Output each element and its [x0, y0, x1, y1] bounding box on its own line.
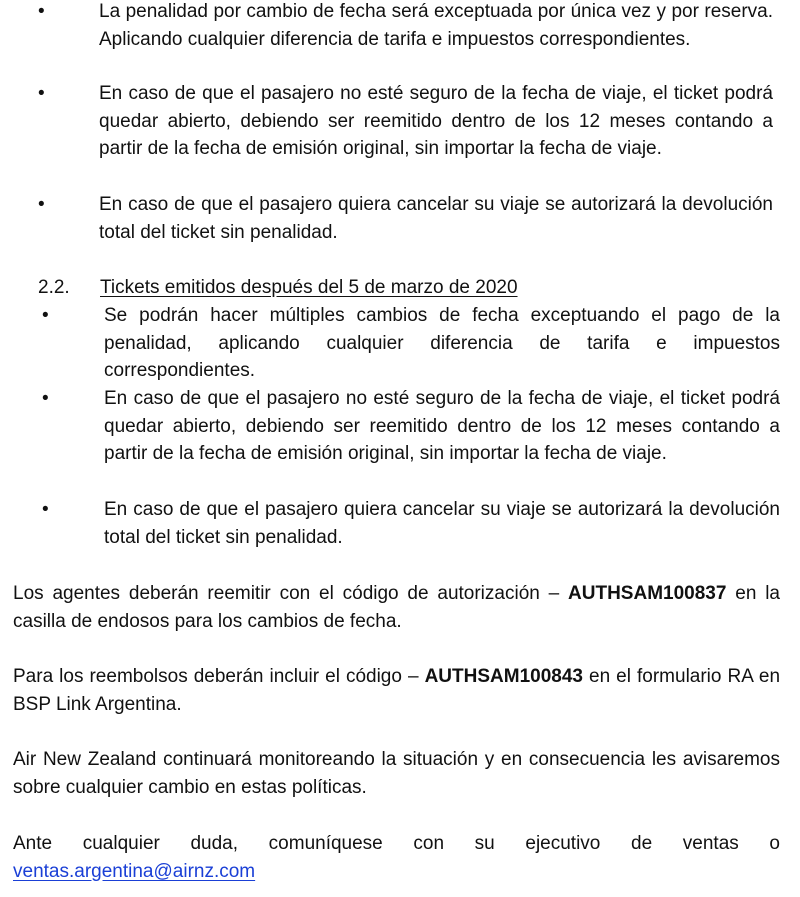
bullet-text: En caso de que el pasajero no esté seguro de la fecha de viaje, el ticket podrá quedar abierto, debiendo ser reemitido dentro de los 12 meses contando a partir de la fecha de emisión original, sin importar la fecha de viaje.	[99, 83, 773, 160]
contact-text: Ante cualquier duda, comuníquese con su ejecutivo de ventas o	[13, 833, 780, 854]
refunds-text-after: en el formulario RA en BSP Link Argentina.	[13, 666, 781, 715]
agents-text-after: en la casilla de endosos para los cambios de fecha.	[13, 583, 780, 632]
bullet-text: En caso de que el pasajero no esté seguro de la fecha de viaje, el ticket podrá quedar abierto, debiendo ser reemitido dentro de los 12 meses contando a partir de la fecha de emisión original, sin importar la fecha de viaje.	[104, 388, 780, 465]
section-heading	[38, 274, 778, 302]
bullet-icon: •	[38, 1, 45, 22]
bullet-icon: •	[42, 499, 49, 520]
refunds-paragraph	[13, 663, 780, 718]
contact-paragraph	[13, 830, 780, 885]
section-title: Tickets emitidos después del 5 de marzo de 2020	[100, 277, 518, 298]
agents-paragraph	[13, 580, 780, 635]
refund-code: AUTHSAM100843	[424, 666, 583, 687]
bullet-icon: •	[42, 305, 49, 326]
bullet-text: Se podrán hacer múltiples cambios de fecha exceptuando el pago de la penalidad, aplicando cualquier diferencia de tarifa e impuestos correspondientes.	[104, 305, 780, 382]
refunds-text-before: Para los reembolsos deberán incluir el código –	[13, 666, 425, 687]
bullet-text: En caso de que el pasajero quiera cancelar su viaje se autorizará la devolución total del ticket sin penalidad.	[104, 499, 780, 548]
authorization-code: AUTHSAM100837	[568, 583, 727, 604]
monitoring-paragraph: Air New Zealand continuará monitoreando la situación y en consecuencia les avisaremos sobre cualquier cambio en estas políticas.	[13, 749, 780, 798]
bullet-text: La penalidad por cambio de fecha será exceptuada por única vez y por reserva. Aplicando cualquier diferencia de tarifa e impuestos correspondientes.	[99, 1, 773, 50]
agents-text-before: Los agentes deberán reemitir con el código de autorización –	[13, 583, 569, 604]
bullet-icon: •	[38, 83, 45, 104]
section-number: 2.2.	[38, 277, 70, 298]
contact-email-link[interactable]: ventas.argentina@airnz.com	[13, 860, 256, 882]
bullet-icon: •	[42, 388, 49, 409]
bullet-icon: •	[38, 194, 45, 215]
bullet-text: En caso de que el pasajero quiera cancelar su viaje se autorizará la devolución total del ticket sin penalidad.	[99, 194, 773, 243]
